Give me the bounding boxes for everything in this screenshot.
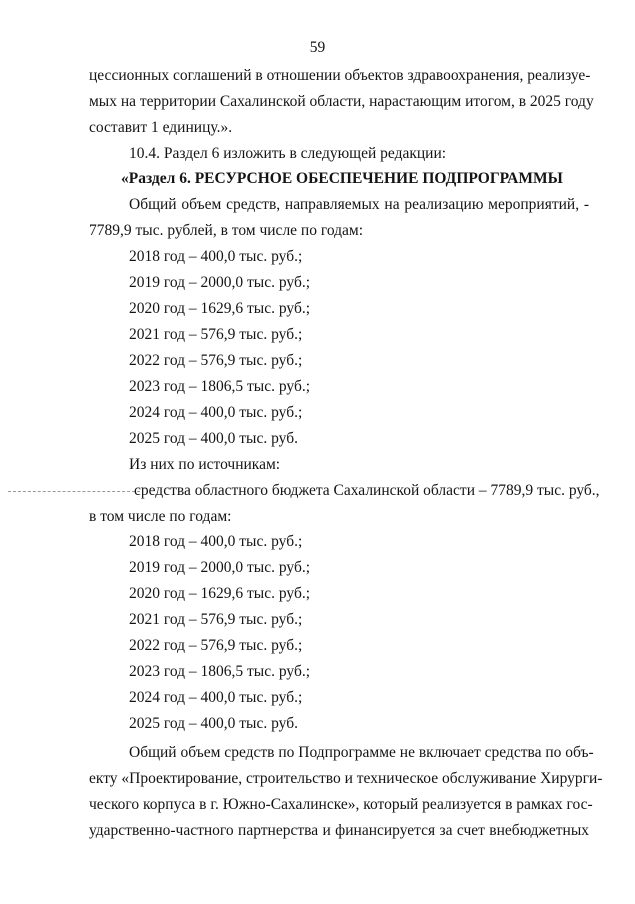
year-line-regional: 2023 год – 1806,5 тыс. руб.; [129, 663, 311, 680]
section-title: «Раздел 6. РЕСУРСНОЕ ОБЕСПЕЧЕНИЕ ПОДПРОГРАММЫ [121, 170, 563, 187]
year-line-regional: 2018 год – 400,0 тыс. руб.; [129, 533, 303, 550]
sources-intro: Из них по источникам: [129, 456, 281, 473]
year-line-total: 2019 год – 2000,0 тыс. руб.; [129, 274, 311, 291]
year-line-regional: 2021 год – 576,9 тыс. руб.; [129, 611, 303, 628]
regional-budget-line: в том числе по годам: [89, 508, 232, 525]
year-line-total: 2018 год – 400,0 тыс. руб.; [129, 248, 303, 265]
dashed-rule [8, 491, 140, 492]
year-line-total: 2024 год – 400,0 тыс. руб.; [129, 404, 303, 421]
closing-line: ческого корпуса в г. Южно-Сахалинске», который реализуется в рамках гос- [89, 796, 593, 813]
year-line-regional: 2025 год – 400,0 тыс. руб. [129, 715, 298, 732]
year-line-regional: 2024 год – 400,0 тыс. руб.; [129, 689, 303, 706]
total-line: Общий объем средств, направляемых на реализацию мероприятий, - [129, 196, 589, 213]
year-line-total: 2023 год – 1806,5 тыс. руб.; [129, 378, 311, 395]
closing-line: екту «Проектирование, строительство и техническое обслуживание Хирурги- [89, 770, 603, 787]
year-line-regional: 2020 год – 1629,6 тыс. руб.; [129, 585, 311, 602]
closing-line: ударственно-частного партнерства и финансируется за счет внебюджетных [89, 822, 589, 839]
intro-line: составит 1 единицу.». [89, 119, 233, 136]
year-line-total: 2025 год – 400,0 тыс. руб. [129, 430, 298, 447]
year-line-regional: 2022 год – 576,9 тыс. руб.; [129, 637, 303, 654]
year-line-total: 2020 год – 1629,6 тыс. руб.; [129, 300, 311, 317]
year-line-total: 2021 год – 576,9 тыс. руб.; [129, 326, 303, 343]
page-number: 59 [309, 39, 326, 56]
regional-budget-line: средства областного бюджета Сахалинской области – 7789,9 тыс. руб., [134, 482, 600, 499]
year-line-total: 2022 год – 576,9 тыс. руб.; [129, 352, 303, 369]
item-paragraph: 10.4. Раздел 6 изложить в следующей редакции: [129, 145, 447, 162]
intro-line: мых на территории Сахалинской области, нарастающим итогом, в 2025 году [89, 93, 594, 110]
year-line-regional: 2019 год – 2000,0 тыс. руб.; [129, 559, 311, 576]
closing-line: Общий объем средств по Подпрограмме не включает средства по объ- [129, 744, 594, 761]
total-line: 7789,9 тыс. рублей, в том числе по годам: [89, 222, 364, 239]
intro-line: цессионных соглашений в отношении объектов здравоохранения, реализуе- [89, 67, 591, 84]
